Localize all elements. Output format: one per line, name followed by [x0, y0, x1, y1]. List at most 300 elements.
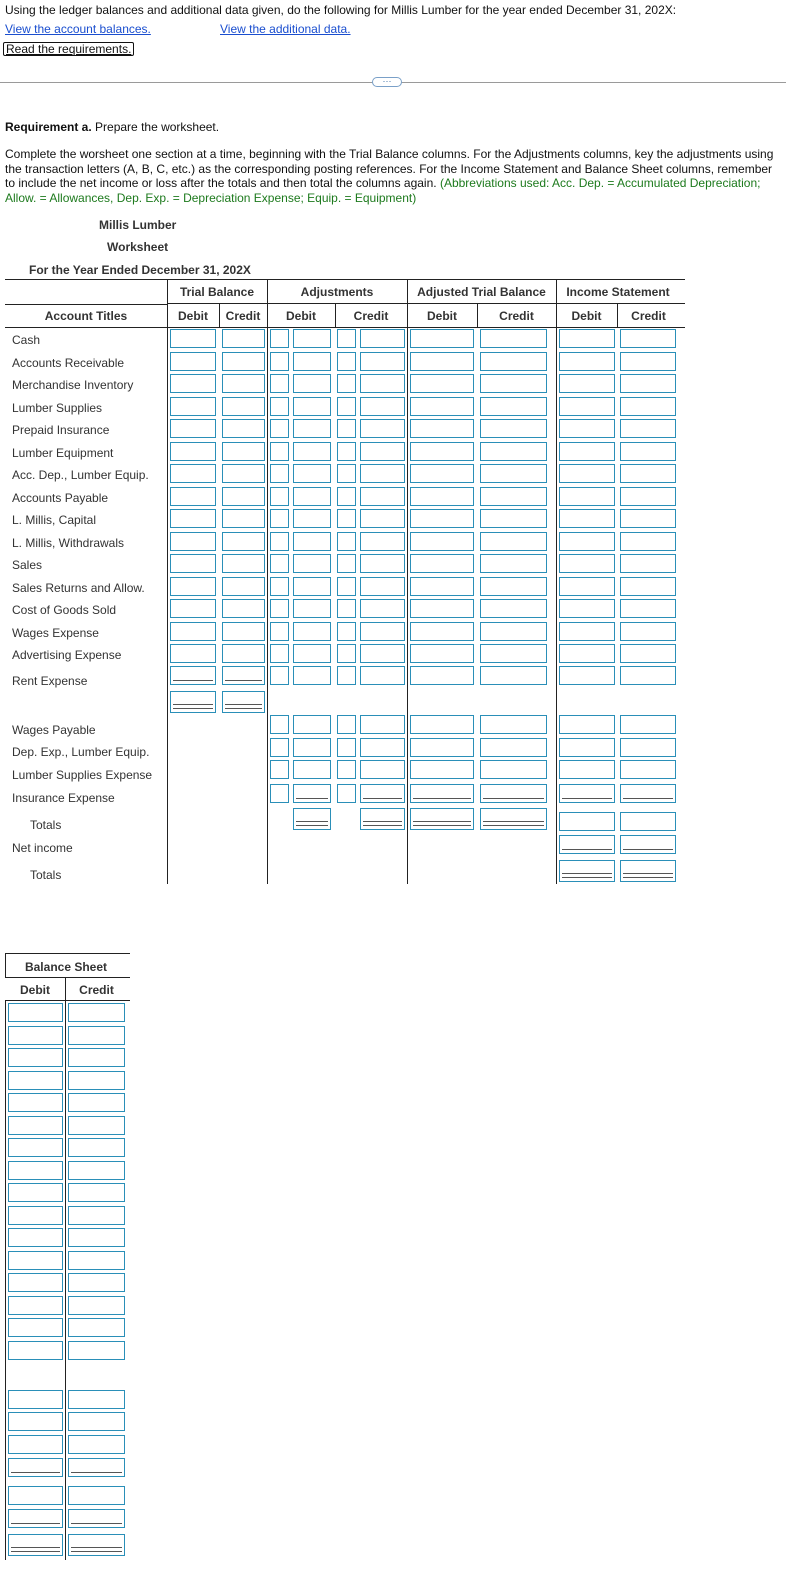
- row-14-tbD-input[interactable]: [170, 644, 216, 663]
- is-credit-final-total-input[interactable]: [620, 860, 676, 882]
- row-4-adjDRef-input[interactable]: [270, 419, 289, 438]
- bs-extra-1-debit-input[interactable]: [8, 1412, 63, 1431]
- row-14-tbC-input[interactable]: [222, 644, 265, 663]
- extra-2-adj-credit-ref[interactable]: [337, 760, 356, 779]
- bs-row-3-credit-input[interactable]: [68, 1071, 125, 1090]
- row-6-adjC-input[interactable]: [360, 464, 405, 483]
- row-8-atbC-input[interactable]: [480, 509, 547, 528]
- extra-0-atb-debit-input[interactable]: [410, 715, 474, 734]
- row-9-adjDRef-input[interactable]: [270, 532, 289, 551]
- row-6-isD-input[interactable]: [559, 464, 615, 483]
- extra-2-adj-debit-ref[interactable]: [270, 760, 289, 779]
- account-sales-returns: Sales Returns and Allow.: [12, 581, 145, 595]
- row-9-isC-input[interactable]: [620, 532, 676, 551]
- extra-3-is-credit-input[interactable]: [620, 784, 676, 803]
- row-8-adjD-input[interactable]: [293, 509, 331, 528]
- row-7-atbD-input[interactable]: [410, 487, 474, 506]
- account-lumber-equipment: Lumber Equipment: [12, 446, 114, 460]
- extra-3-adj-credit-ref[interactable]: [337, 784, 356, 803]
- row-1-atbD-input[interactable]: [410, 352, 474, 371]
- is-credit-total-input[interactable]: [620, 812, 676, 831]
- row-1-adjC-input[interactable]: [360, 352, 405, 371]
- account-sales: Sales: [12, 558, 43, 572]
- row-1-isC-input[interactable]: [620, 352, 676, 371]
- requirement-label: Requirement a.: [5, 120, 92, 134]
- extra-1-adj-debit-ref[interactable]: [270, 738, 289, 757]
- row-0-adjC-input[interactable]: [360, 329, 405, 348]
- row-6-atbC-input[interactable]: [480, 464, 547, 483]
- is-debit-final-total-input[interactable]: [559, 860, 615, 882]
- atb-debit-total-input[interactable]: [410, 808, 474, 830]
- account-insurance-expense: Insurance Expense: [12, 791, 115, 805]
- bs-left-rule-body: [5, 1000, 6, 1560]
- row-2-atbD-input[interactable]: [410, 374, 474, 393]
- bs-row-4-debit-input[interactable]: [8, 1093, 63, 1112]
- row-15-atbD-input[interactable]: [410, 666, 474, 685]
- table-top-rule: [5, 279, 685, 280]
- header-bs-credit: Credit: [79, 983, 114, 997]
- row-9-adjC-input[interactable]: [360, 532, 405, 551]
- row-3-adjC-input[interactable]: [360, 397, 405, 416]
- row-10-adjC-input[interactable]: [360, 554, 405, 573]
- row-11-adjCRef-input[interactable]: [337, 577, 356, 596]
- bs-credit-total-input[interactable]: [68, 1486, 125, 1505]
- row-11-atbC-input[interactable]: [480, 577, 547, 596]
- row-0-adjD-input[interactable]: [293, 329, 331, 348]
- row-6-adjCRef-input[interactable]: [337, 464, 356, 483]
- row-10-isD-input[interactable]: [559, 554, 615, 573]
- row-9-tbD-input[interactable]: [170, 532, 216, 551]
- row-7-isD-input[interactable]: [559, 487, 615, 506]
- bs-extra-2-credit-input[interactable]: [68, 1435, 125, 1454]
- row-3-adjCRef-input[interactable]: [337, 397, 356, 416]
- row-15-atbC-input[interactable]: [480, 666, 547, 685]
- row-8-tbD-input[interactable]: [170, 509, 216, 528]
- bs-extra-3-credit-input[interactable]: [68, 1458, 125, 1477]
- row-14-adjDRef-input[interactable]: [270, 644, 289, 663]
- row-2-adjC-input[interactable]: [360, 374, 405, 393]
- bs-extra-1-credit-input[interactable]: [68, 1412, 125, 1431]
- extra-0-adj-credit-input[interactable]: [360, 715, 405, 734]
- bs-header-rule: [5, 1000, 130, 1001]
- row-13-adjCRef-input[interactable]: [337, 622, 356, 641]
- read-requirements-button[interactable]: Read the requirements.: [3, 42, 134, 56]
- row-5-atbD-input[interactable]: [410, 442, 474, 461]
- account-capital: L. Millis, Capital: [12, 513, 97, 527]
- row-5-adjC-input[interactable]: [360, 442, 405, 461]
- row-14-adjCRef-input[interactable]: [337, 644, 356, 663]
- row-2-adjDRef-input[interactable]: [270, 374, 289, 393]
- bs-row-6-debit-input[interactable]: [8, 1138, 63, 1157]
- account-rent-expense: Rent Expense: [12, 674, 88, 688]
- table-header-rule: [5, 327, 685, 328]
- bs-top-rule: [5, 953, 130, 954]
- row-2-isD-input[interactable]: [559, 374, 615, 393]
- row-10-adjDRef-input[interactable]: [270, 554, 289, 573]
- row-4-adjC-input[interactable]: [360, 419, 405, 438]
- row-8-isC-input[interactable]: [620, 509, 676, 528]
- row-13-tbD-input[interactable]: [170, 622, 216, 641]
- adj-debit-total-input[interactable]: [293, 808, 331, 830]
- bs-row-4-credit-input[interactable]: [68, 1093, 125, 1112]
- row-5-isD-input[interactable]: [559, 442, 615, 461]
- row-11-tbD-input[interactable]: [170, 577, 216, 596]
- row-8-isD-input[interactable]: [559, 509, 615, 528]
- row-6-isC-input[interactable]: [620, 464, 676, 483]
- row-3-tbC-input[interactable]: [222, 397, 265, 416]
- bs-extra-0-debit-input[interactable]: [8, 1390, 63, 1409]
- row-12-tbC-input[interactable]: [222, 599, 265, 618]
- is-debit-net-income-input[interactable]: [559, 835, 615, 854]
- row-0-adjDRef-input[interactable]: [270, 329, 289, 348]
- row-5-adjDRef-input[interactable]: [270, 442, 289, 461]
- row-5-tbD-input[interactable]: [170, 442, 216, 461]
- row-4-isD-input[interactable]: [559, 419, 615, 438]
- account-accounts-receivable: Accounts Receivable: [12, 356, 125, 370]
- row-11-adjD-input[interactable]: [293, 577, 331, 596]
- bs-row-13-credit-input[interactable]: [68, 1296, 125, 1315]
- row-4-tbD-input[interactable]: [170, 419, 216, 438]
- header-tb-debit: Debit: [178, 309, 208, 323]
- extra-3-is-debit-input[interactable]: [559, 784, 615, 803]
- extra-3-adj-debit-input[interactable]: [293, 784, 331, 803]
- account-withdrawals: L. Millis, Withdrawals: [12, 536, 125, 550]
- row-9-atbC-input[interactable]: [480, 532, 547, 551]
- totals-label: Totals: [30, 818, 62, 832]
- row-7-adjD-input[interactable]: [293, 487, 331, 506]
- row-14-isC-input[interactable]: [620, 644, 676, 663]
- requirement-text: Prepare the worksheet.: [91, 120, 220, 134]
- row-6-tbC-input[interactable]: [222, 464, 265, 483]
- bs-section-rule: [5, 977, 130, 978]
- row-9-atbD-input[interactable]: [410, 532, 474, 551]
- row-9-adjCRef-input[interactable]: [337, 532, 356, 551]
- row-15-adjDRef-input[interactable]: [270, 666, 289, 685]
- extra-2-adj-debit-input[interactable]: [293, 760, 331, 779]
- bs-row-2-credit-input[interactable]: [68, 1048, 125, 1067]
- row-4-tbC-input[interactable]: [222, 419, 265, 438]
- extra-0-adj-debit-ref[interactable]: [270, 715, 289, 734]
- bs-debit-total-input[interactable]: [8, 1486, 63, 1505]
- is-debit-total-input[interactable]: [559, 812, 615, 831]
- row-1-adjDRef-input[interactable]: [270, 352, 289, 371]
- extra-1-is-credit-input[interactable]: [620, 738, 676, 757]
- row-2-isC-input[interactable]: [620, 374, 676, 393]
- bs-credit-net-income-input[interactable]: [68, 1509, 125, 1528]
- row-10-atbD-input[interactable]: [410, 554, 474, 573]
- row-5-atbC-input[interactable]: [480, 442, 547, 461]
- bs-col-divider: [65, 977, 66, 1560]
- row-13-adjC-input[interactable]: [360, 622, 405, 641]
- row-11-isC-input[interactable]: [620, 577, 676, 596]
- bs-row-8-credit-input[interactable]: [68, 1183, 125, 1202]
- row-5-adjCRef-input[interactable]: [337, 442, 356, 461]
- row-15-adjC-input[interactable]: [360, 666, 405, 685]
- col-divider-adj: [267, 279, 268, 884]
- row-14-atbC-input[interactable]: [480, 644, 547, 663]
- expand-more-button[interactable]: ···: [372, 77, 402, 87]
- row-13-adjD-input[interactable]: [293, 622, 331, 641]
- row-7-adjDRef-input[interactable]: [270, 487, 289, 506]
- row-7-isC-input[interactable]: [620, 487, 676, 506]
- row-14-adjC-input[interactable]: [360, 644, 405, 663]
- row-13-isC-input[interactable]: [620, 622, 676, 641]
- row-7-tbC-input[interactable]: [222, 487, 265, 506]
- bs-row-11-credit-input[interactable]: [68, 1251, 125, 1270]
- requirement-heading: [5, 120, 219, 134]
- row-12-adjCRef-input[interactable]: [337, 599, 356, 618]
- tb-debit-total-input[interactable]: [170, 691, 216, 713]
- row-11-adjDRef-input[interactable]: [270, 577, 289, 596]
- account-acc-dep-lumber-equip: Acc. Dep., Lumber Equip.: [12, 468, 149, 482]
- row-10-adjD-input[interactable]: [293, 554, 331, 573]
- row-2-tbC-input[interactable]: [222, 374, 265, 393]
- bs-row-9-debit-input[interactable]: [8, 1206, 63, 1225]
- account-wages-payable: Wages Payable: [12, 723, 96, 737]
- row-12-adjDRef-input[interactable]: [270, 599, 289, 618]
- table-section-rule: [167, 303, 685, 304]
- bs-row-14-debit-input[interactable]: [8, 1318, 63, 1337]
- row-11-adjC-input[interactable]: [360, 577, 405, 596]
- row-8-adjCRef-input[interactable]: [337, 509, 356, 528]
- atb-credit-total-input[interactable]: [480, 808, 547, 830]
- row-8-atbD-input[interactable]: [410, 509, 474, 528]
- bs-extra-3-debit-input[interactable]: [8, 1458, 63, 1477]
- extra-1-adj-debit-input[interactable]: [293, 738, 331, 757]
- row-14-adjD-input[interactable]: [293, 644, 331, 663]
- extra-2-is-debit-input[interactable]: [559, 760, 615, 779]
- row-4-atbD-input[interactable]: [410, 419, 474, 438]
- extra-2-adj-credit-input[interactable]: [360, 760, 405, 779]
- bs-row-0-debit-input[interactable]: [8, 1003, 63, 1022]
- account-cash: Cash: [12, 333, 41, 347]
- bs-row-15-debit-input[interactable]: [8, 1341, 63, 1360]
- row-12-adjD-input[interactable]: [293, 599, 331, 618]
- row-5-adjD-input[interactable]: [293, 442, 331, 461]
- row-0-tbC-input[interactable]: [222, 329, 265, 348]
- row-3-atbC-input[interactable]: [480, 397, 547, 416]
- header-is-debit: Debit: [571, 309, 602, 323]
- row-13-isD-input[interactable]: [559, 622, 615, 641]
- bs-debit-final-total-input[interactable]: [8, 1534, 63, 1556]
- row-0-isC-input[interactable]: [620, 329, 676, 348]
- row-11-tbC-input[interactable]: [222, 577, 265, 596]
- row-7-adjCRef-input[interactable]: [337, 487, 356, 506]
- row-9-tbC-input[interactable]: [222, 532, 265, 551]
- row-10-atbC-input[interactable]: [480, 554, 547, 573]
- bs-extra-0-credit-input[interactable]: [68, 1390, 125, 1409]
- row-3-isD-input[interactable]: [559, 397, 615, 416]
- row-6-atbD-input[interactable]: [410, 464, 474, 483]
- extra-3-adj-credit-input[interactable]: [360, 784, 405, 803]
- bs-row-12-debit-input[interactable]: [8, 1273, 63, 1292]
- bs-row-5-credit-input[interactable]: [68, 1116, 125, 1135]
- row-13-atbC-input[interactable]: [480, 622, 547, 641]
- table-account-gap-rule: [5, 304, 167, 305]
- bs-row-7-credit-input[interactable]: [68, 1161, 125, 1180]
- bs-row-10-debit-input[interactable]: [8, 1228, 63, 1247]
- row-11-isD-input[interactable]: [559, 577, 615, 596]
- row-13-atbD-input[interactable]: [410, 622, 474, 641]
- header-income-statement: Income Statement: [566, 285, 670, 299]
- row-3-adjDRef-input[interactable]: [270, 397, 289, 416]
- extra-0-adj-credit-ref[interactable]: [337, 715, 356, 734]
- extra-3-atb-credit-input[interactable]: [480, 784, 547, 803]
- row-5-tbC-input[interactable]: [222, 442, 265, 461]
- row-13-tbC-input[interactable]: [222, 622, 265, 641]
- is-credit-net-income-input[interactable]: [620, 835, 676, 854]
- row-3-isC-input[interactable]: [620, 397, 676, 416]
- row-0-tbD-input[interactable]: [170, 329, 216, 348]
- row-4-adjD-input[interactable]: [293, 419, 331, 438]
- row-5-isC-input[interactable]: [620, 442, 676, 461]
- row-9-isD-input[interactable]: [559, 532, 615, 551]
- extra-0-is-credit-input[interactable]: [620, 715, 676, 734]
- bs-credit-final-total-input[interactable]: [68, 1534, 125, 1556]
- row-10-tbC-input[interactable]: [222, 554, 265, 573]
- extra-3-adj-debit-ref[interactable]: [270, 784, 289, 803]
- extra-1-is-debit-input[interactable]: [559, 738, 615, 757]
- bs-extra-2-debit-input[interactable]: [8, 1435, 63, 1454]
- bs-row-13-debit-input[interactable]: [8, 1296, 63, 1315]
- row-15-adjD-input[interactable]: [293, 666, 331, 685]
- account-lumber-supplies: Lumber Supplies: [12, 401, 103, 415]
- bs-row-1-debit-input[interactable]: [8, 1026, 63, 1045]
- row-14-atbD-input[interactable]: [410, 644, 474, 663]
- bs-row-15-credit-input[interactable]: [68, 1341, 125, 1360]
- row-8-tbC-input[interactable]: [222, 509, 265, 528]
- row-7-atbC-input[interactable]: [480, 487, 547, 506]
- row-10-tbD-input[interactable]: [170, 554, 216, 573]
- header-adjustments: Adjustments: [300, 285, 374, 299]
- account-cost-of-goods-sold: Cost of Goods Sold: [12, 603, 117, 617]
- row-1-isD-input[interactable]: [559, 352, 615, 371]
- row-0-isD-input[interactable]: [559, 329, 615, 348]
- bs-row-8-debit-input[interactable]: [8, 1183, 63, 1202]
- extra-0-adj-debit-input[interactable]: [293, 715, 331, 734]
- account-prepaid-insurance: Prepaid Insurance: [12, 423, 110, 437]
- bs-row-12-credit-input[interactable]: [68, 1273, 125, 1292]
- row-10-adjCRef-input[interactable]: [337, 554, 356, 573]
- extra-0-is-debit-input[interactable]: [559, 715, 615, 734]
- tb-credit-total-input[interactable]: [222, 691, 265, 713]
- extra-2-atb-credit-input[interactable]: [480, 760, 547, 779]
- row-8-adjC-input[interactable]: [360, 509, 405, 528]
- row-11-atbD-input[interactable]: [410, 577, 474, 596]
- adj-credit-total-input[interactable]: [360, 808, 405, 830]
- bs-row-5-debit-input[interactable]: [8, 1116, 63, 1135]
- row-8-adjDRef-input[interactable]: [270, 509, 289, 528]
- row-0-adjCRef-input[interactable]: [337, 329, 356, 348]
- header-adjusted-trial-balance: Adjusted Trial Balance: [417, 285, 546, 299]
- bs-debit-net-income-input[interactable]: [8, 1509, 63, 1528]
- bs-row-7-debit-input[interactable]: [8, 1161, 63, 1180]
- bs-row-10-credit-input[interactable]: [68, 1228, 125, 1247]
- row-6-adjD-input[interactable]: [293, 464, 331, 483]
- row-0-atbC-input[interactable]: [480, 329, 547, 348]
- row-15-tbC-input[interactable]: [222, 666, 265, 685]
- row-12-tbD-input[interactable]: [170, 599, 216, 618]
- row-1-tbC-input[interactable]: [222, 352, 265, 371]
- extra-1-atb-debit-input[interactable]: [410, 738, 474, 757]
- row-12-isC-input[interactable]: [620, 599, 676, 618]
- row-12-isD-input[interactable]: [559, 599, 615, 618]
- row-13-adjDRef-input[interactable]: [270, 622, 289, 641]
- header-atb-debit: Debit: [427, 309, 457, 323]
- bs-row-3-debit-input[interactable]: [8, 1071, 63, 1090]
- row-2-adjD-input[interactable]: [293, 374, 331, 393]
- row-1-adjCRef-input[interactable]: [337, 352, 356, 371]
- row-14-isD-input[interactable]: [559, 644, 615, 663]
- row-2-adjCRef-input[interactable]: [337, 374, 356, 393]
- row-12-adjC-input[interactable]: [360, 599, 405, 618]
- row-4-atbC-input[interactable]: [480, 419, 547, 438]
- extra-1-adj-credit-input[interactable]: [360, 738, 405, 757]
- extra-1-adj-credit-ref[interactable]: [337, 738, 356, 757]
- extra-1-atb-credit-input[interactable]: [480, 738, 547, 757]
- bs-row-2-debit-input[interactable]: [8, 1048, 63, 1067]
- extra-2-is-credit-input[interactable]: [620, 760, 676, 779]
- row-7-tbD-input[interactable]: [170, 487, 216, 506]
- account-merchandise-inventory: Merchandise Inventory: [12, 378, 134, 392]
- row-9-adjD-input[interactable]: [293, 532, 331, 551]
- bs-row-11-debit-input[interactable]: [8, 1251, 63, 1270]
- bs-row-9-credit-input[interactable]: [68, 1206, 125, 1225]
- row-1-adjD-input[interactable]: [293, 352, 331, 371]
- row-12-atbC-input[interactable]: [480, 599, 547, 618]
- col-divider-trial: [167, 279, 168, 884]
- extra-3-atb-debit-input[interactable]: [410, 784, 474, 803]
- bs-row-14-credit-input[interactable]: [68, 1318, 125, 1337]
- view-account-balances-link[interactable]: View the account balances.: [5, 22, 151, 36]
- row-3-atbD-input[interactable]: [410, 397, 474, 416]
- row-0-atbD-input[interactable]: [410, 329, 474, 348]
- row-4-isC-input[interactable]: [620, 419, 676, 438]
- row-10-isC-input[interactable]: [620, 554, 676, 573]
- instructions: [5, 147, 781, 205]
- extra-0-atb-credit-input[interactable]: [480, 715, 547, 734]
- row-15-isC-input[interactable]: [620, 666, 676, 685]
- row-12-atbD-input[interactable]: [410, 599, 474, 618]
- row-15-adjCRef-input[interactable]: [337, 666, 356, 685]
- row-1-tbD-input[interactable]: [170, 352, 216, 371]
- row-4-adjCRef-input[interactable]: [337, 419, 356, 438]
- header-atb-credit: Credit: [499, 309, 534, 323]
- header-adj-credit: Credit: [353, 309, 389, 323]
- bs-row-0-credit-input[interactable]: [68, 1003, 125, 1022]
- row-3-adjD-input[interactable]: [293, 397, 331, 416]
- row-2-atbC-input[interactable]: [480, 374, 547, 393]
- net-income-label: Net income: [12, 841, 73, 855]
- intro-text: Using the ledger balances and additional data given, do the following for Millis Lumber for the year ended December 31, 202X:: [5, 3, 677, 17]
- extra-2-atb-debit-input[interactable]: [410, 760, 474, 779]
- bs-row-6-credit-input[interactable]: [68, 1138, 125, 1157]
- bs-row-1-credit-input[interactable]: [68, 1026, 125, 1045]
- row-7-adjC-input[interactable]: [360, 487, 405, 506]
- row-15-tbD-input[interactable]: [170, 666, 216, 685]
- row-6-adjDRef-input[interactable]: [270, 464, 289, 483]
- account-advertising-expense: Advertising Expense: [12, 648, 122, 662]
- row-1-atbC-input[interactable]: [480, 352, 547, 371]
- row-15-isD-input[interactable]: [559, 666, 615, 685]
- view-additional-data-link[interactable]: View the additional data.: [220, 22, 351, 36]
- worksheet-period: For the Year Ended December 31, 202X: [29, 263, 251, 277]
- header-balance-sheet: Balance Sheet: [24, 960, 108, 974]
- row-2-tbD-input[interactable]: [170, 374, 216, 393]
- account-lumber-supplies-expense: Lumber Supplies Expense: [12, 768, 153, 782]
- row-3-tbD-input[interactable]: [170, 397, 216, 416]
- row-6-tbD-input[interactable]: [170, 464, 216, 483]
